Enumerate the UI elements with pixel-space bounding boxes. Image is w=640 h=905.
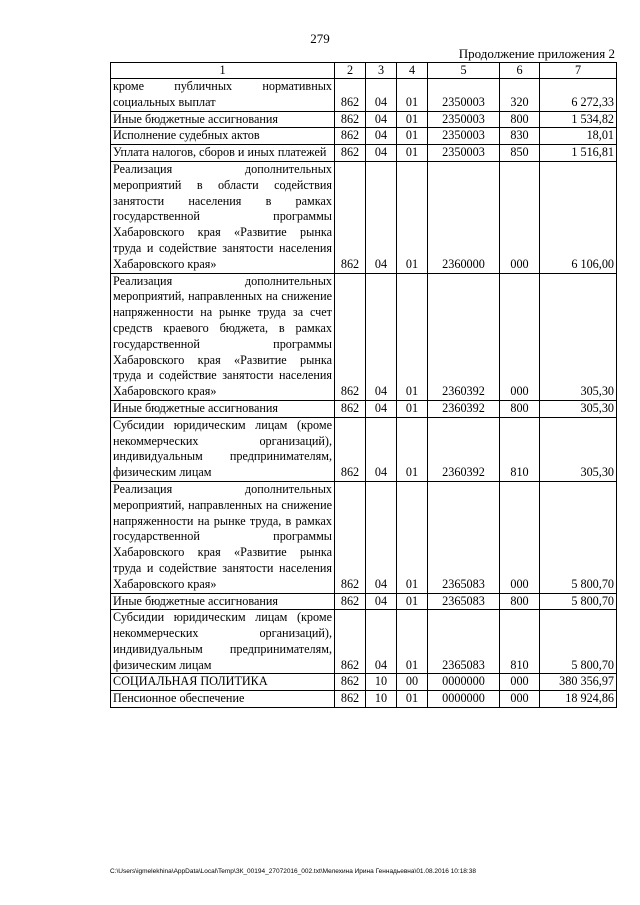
column-header: 1 (111, 63, 335, 79)
continuation-label: Продолжение приложения 2 (458, 46, 615, 61)
table-row (111, 674, 617, 691)
section-code: 04 (366, 161, 397, 273)
ministry-code: 862 (335, 674, 366, 691)
table-row (111, 593, 617, 610)
ministry-code: 862 (335, 481, 366, 593)
footer-file-path: C:\Users\igmelekhina\AppData\Local\Temp\ЗК_00194_27072016_002.txt\Мелехина Ирина Геннадьевна\01.08.2016 10:18:38 (110, 868, 476, 875)
subsection-code: 01 (397, 593, 428, 610)
target-article-code: 2365083 (428, 481, 500, 593)
target-article-code: 0000000 (428, 691, 500, 708)
expense-type-code: 000 (500, 691, 540, 708)
item-name: Иные бюджетные ассигнования (111, 593, 335, 610)
table-row (111, 79, 617, 112)
amount: 380 356,97 (540, 674, 617, 691)
target-article-code: 0000000 (428, 674, 500, 691)
expense-type-code: 000 (500, 674, 540, 691)
expense-type-code: 810 (500, 610, 540, 674)
amount: 5 800,70 (540, 610, 617, 674)
target-article-code: 2350003 (428, 79, 500, 112)
ministry-code: 862 (335, 400, 366, 417)
page-number: 279 (310, 31, 330, 46)
expense-type-code: 830 (500, 128, 540, 145)
amount: 5 800,70 (540, 593, 617, 610)
section-code: 04 (366, 610, 397, 674)
table-row (111, 273, 617, 400)
amount: 5 800,70 (540, 481, 617, 593)
table-row (111, 145, 617, 162)
target-article-code: 2365083 (428, 610, 500, 674)
item-name: Субсидии юридическим лицам (кроме некоммерческих организаций), индивидуальным предпринимателям, физическим лицам (111, 417, 335, 481)
section-code: 10 (366, 691, 397, 708)
expense-type-code: 000 (500, 161, 540, 273)
subsection-code: 01 (397, 79, 428, 112)
subsection-code: 01 (397, 691, 428, 708)
subsection-code: 00 (397, 674, 428, 691)
target-article-code: 2360392 (428, 400, 500, 417)
item-name: Реализация дополнительных мероприятий, направленных на снижение напряженности на рынке труда за счет средств краевого бюджета, в рамках государственной программы Хабаровского края «Развитие рынка труда и содействие занятости населения Хабаровского края» (111, 273, 335, 400)
section-code: 04 (366, 481, 397, 593)
item-name: Иные бюджетные ассигнования (111, 111, 335, 128)
section-code: 04 (366, 111, 397, 128)
target-article-code: 2360392 (428, 273, 500, 400)
subsection-code: 01 (397, 111, 428, 128)
amount: 18 924,86 (540, 691, 617, 708)
ministry-code: 862 (335, 161, 366, 273)
target-article-code: 2365083 (428, 593, 500, 610)
table-row (111, 161, 617, 273)
target-article-code: 2360000 (428, 161, 500, 273)
ministry-code: 862 (335, 593, 366, 610)
column-header: 4 (397, 63, 428, 79)
expense-type-code: 810 (500, 417, 540, 481)
target-article-code: 2350003 (428, 145, 500, 162)
column-header: 6 (500, 63, 540, 79)
ministry-code: 862 (335, 610, 366, 674)
amount: 6 106,00 (540, 161, 617, 273)
column-header: 2 (335, 63, 366, 79)
ministry-code: 862 (335, 417, 366, 481)
section-code: 04 (366, 145, 397, 162)
ministry-code: 862 (335, 128, 366, 145)
expense-type-code: 800 (500, 593, 540, 610)
item-name: Пенсионное обеспечение (111, 691, 335, 708)
ministry-code: 862 (335, 79, 366, 112)
ministry-code: 862 (335, 145, 366, 162)
amount: 18,01 (540, 128, 617, 145)
target-article-code: 2350003 (428, 111, 500, 128)
subsection-code: 01 (397, 273, 428, 400)
expense-type-code: 850 (500, 145, 540, 162)
expense-type-code: 320 (500, 79, 540, 112)
table-row (111, 111, 617, 128)
amount: 1 534,82 (540, 111, 617, 128)
item-name: Исполнение судебных актов (111, 128, 335, 145)
section-code: 04 (366, 400, 397, 417)
item-name: кроме публичных нормативных социальных выплат (111, 79, 335, 112)
item-name: СОЦИАЛЬНАЯ ПОЛИТИКА (111, 674, 335, 691)
subsection-code: 01 (397, 481, 428, 593)
table-row (111, 417, 617, 481)
item-name: Субсидии юридическим лицам (кроме некоммерческих организаций), индивидуальным предпринимателям, физическим лицам (111, 610, 335, 674)
amount: 1 516,81 (540, 145, 617, 162)
section-code: 04 (366, 593, 397, 610)
amount: 305,30 (540, 417, 617, 481)
subsection-code: 01 (397, 417, 428, 481)
amount: 305,30 (540, 400, 617, 417)
expense-type-code: 000 (500, 273, 540, 400)
section-code: 10 (366, 674, 397, 691)
target-article-code: 2360392 (428, 417, 500, 481)
amount: 6 272,33 (540, 79, 617, 112)
expense-type-code: 000 (500, 481, 540, 593)
subsection-code: 01 (397, 610, 428, 674)
amount: 305,30 (540, 273, 617, 400)
budget-table (110, 62, 617, 708)
target-article-code: 2350003 (428, 128, 500, 145)
section-code: 04 (366, 417, 397, 481)
expense-type-code: 800 (500, 400, 540, 417)
subsection-code: 01 (397, 128, 428, 145)
table-row (111, 610, 617, 674)
item-name: Уплата налогов, сборов и иных платежей (111, 145, 335, 162)
expense-type-code: 800 (500, 111, 540, 128)
subsection-code: 01 (397, 161, 428, 273)
table-row (111, 691, 617, 708)
ministry-code: 862 (335, 691, 366, 708)
section-code: 04 (366, 273, 397, 400)
column-header: 3 (366, 63, 397, 79)
table-row (111, 481, 617, 593)
item-name: Иные бюджетные ассигнования (111, 400, 335, 417)
table-row (111, 128, 617, 145)
item-name: Реализация дополнительных мероприятий в области содействия занятости населения в рамках государственной программы Хабаровского края «Развитие рынка труда и содействие занятости населения Хабаровского края» (111, 161, 335, 273)
column-header: 5 (428, 63, 500, 79)
item-name: Реализация дополнительных мероприятий, направленных на снижение напряженности на рынке труда, в рамках государственной программы Хабаровского края «Развитие рынка труда и содействие занятости населения Хабаровского края» (111, 481, 335, 593)
section-code: 04 (366, 79, 397, 112)
subsection-code: 01 (397, 145, 428, 162)
section-code: 04 (366, 128, 397, 145)
table-row (111, 400, 617, 417)
column-header-row (111, 63, 617, 79)
column-header: 7 (540, 63, 617, 79)
ministry-code: 862 (335, 273, 366, 400)
ministry-code: 862 (335, 111, 366, 128)
subsection-code: 01 (397, 400, 428, 417)
